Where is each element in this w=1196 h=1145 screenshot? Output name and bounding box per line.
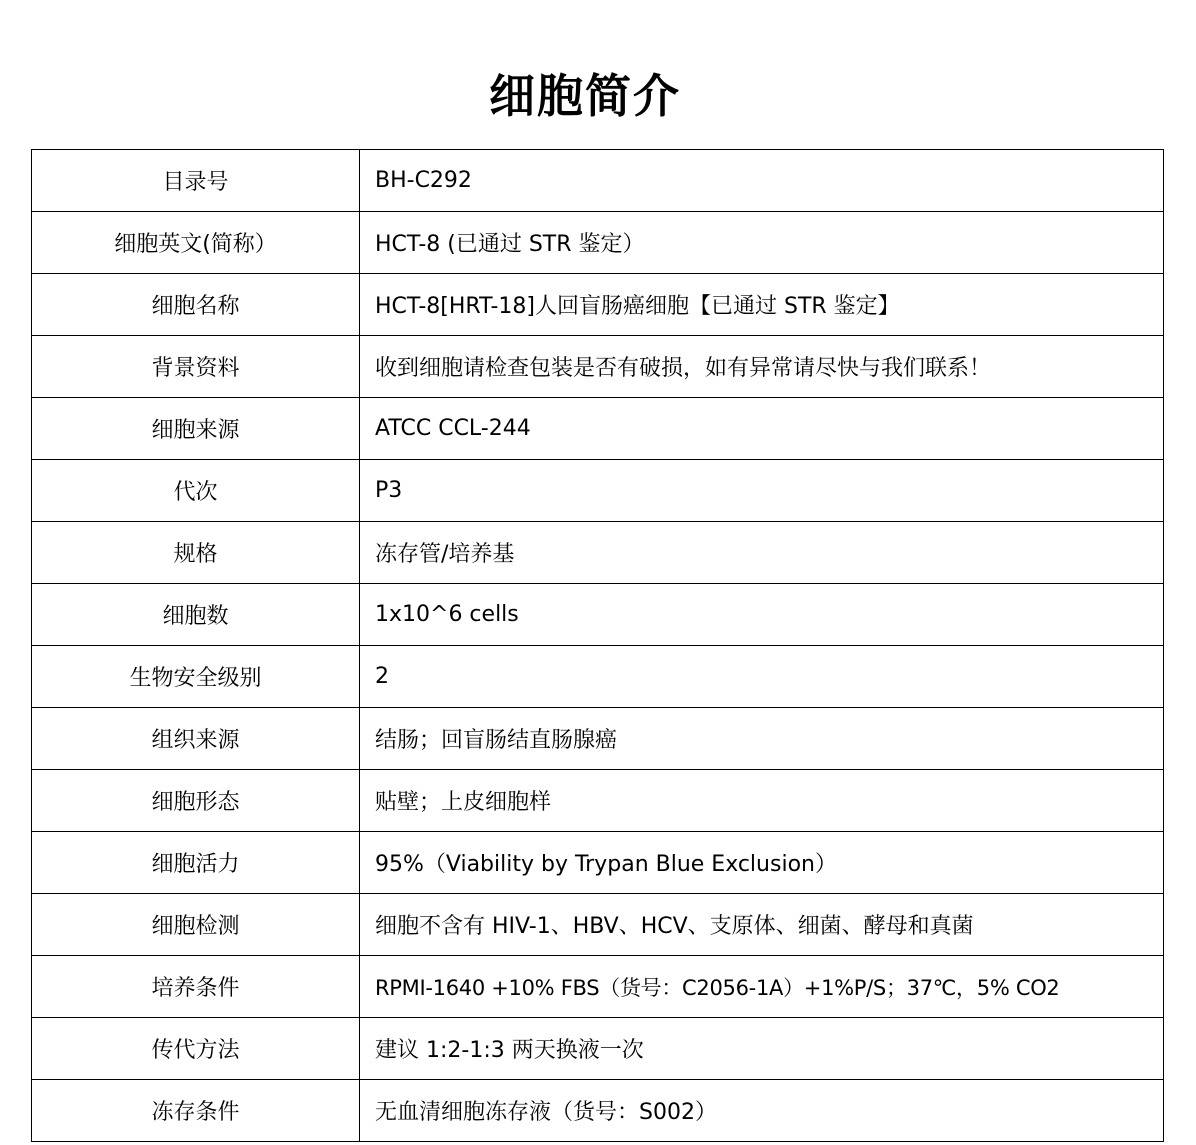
row-value: 建议 1:2-1:3 两天换液一次 [360,1018,1164,1080]
row-label: 背景资料 [32,336,360,398]
row-value: 收到细胞请检查包装是否有破损，如有异常请尽快与我们联系！ [360,336,1164,398]
row-value: 细胞不含有 HIV-1、HBV、HCV、支原体、细菌、酵母和真菌 [360,894,1164,956]
table-row-testing [32,894,1164,956]
table-row-specification [32,522,1164,584]
row-label: 目录号 [32,150,360,212]
row-value: HCT-8[HRT-18]人回盲肠癌细胞【已通过 STR 鉴定】 [360,274,1164,336]
table-row-background [32,336,1164,398]
table-row-biosafety-level [32,646,1164,708]
row-value: BH-C292 [360,150,1164,212]
row-value: 95%（Viability by Trypan Blue Exclusion） [360,832,1164,894]
row-label: 生物安全级别 [32,646,360,708]
row-label: 传代方法 [32,1018,360,1080]
row-label: 规格 [32,522,360,584]
row-value: 贴壁；上皮细胞样 [360,770,1164,832]
cell-info-table [31,149,1164,1142]
table-row-cell-name [32,274,1164,336]
table-row-tissue-source [32,708,1164,770]
row-label: 代次 [32,460,360,522]
row-value: 2 [360,646,1164,708]
table-row-viability [32,832,1164,894]
table-row-catalog-number [32,150,1164,212]
page-title: 细胞简介 [489,68,681,123]
row-label: 培养条件 [32,956,360,1018]
row-label: 细胞活力 [32,832,360,894]
row-value: 结肠；回盲肠结直肠腺癌 [360,708,1164,770]
table-row-culture-conditions [32,956,1164,1018]
table-row-cell-source [32,398,1164,460]
row-value: P3 [360,460,1164,522]
row-value: 1x10^6 cells [360,584,1164,646]
table-row-morphology [32,770,1164,832]
table-row-cell-count [32,584,1164,646]
row-label: 细胞形态 [32,770,360,832]
row-value: RPMI-1640 +10% FBS（货号：C2056-1A）+1%P/S；37℃，5% CO2 [360,956,1164,1018]
row-value: HCT-8 (已通过 STR 鉴定） [360,212,1164,274]
table-row-passage-method [32,1018,1164,1080]
table-row-passage [32,460,1164,522]
row-label: 组织来源 [32,708,360,770]
row-value: ATCC CCL-244 [360,398,1164,460]
table-row-freezing-conditions [32,1080,1164,1142]
row-label: 细胞数 [32,584,360,646]
row-label: 细胞来源 [32,398,360,460]
row-label: 细胞检测 [32,894,360,956]
row-value: 冻存管/培养基 [360,522,1164,584]
row-value: 无血清细胞冻存液（货号：S002） [360,1080,1164,1142]
row-label: 细胞英文(简称） [32,212,360,274]
row-label: 冻存条件 [32,1080,360,1142]
table-row-english-name [32,212,1164,274]
row-label: 细胞名称 [32,274,360,336]
